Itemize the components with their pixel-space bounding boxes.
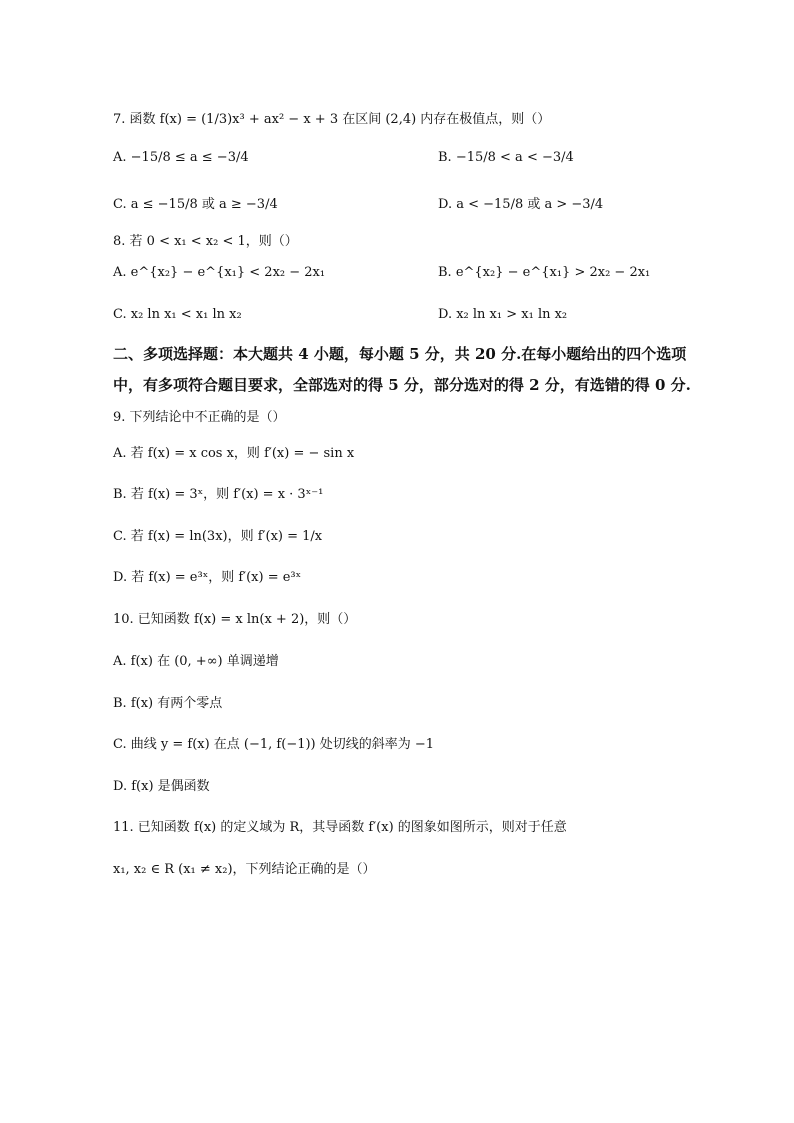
- section2-heading-line1: 二、多项选择题：本大题共 4 小题，每小题 5 分，共 20 分.在每小题给出的四个选项: [113, 345, 687, 363]
- q7-stem: 7. 函数 f(x) = (1/3)x³ + ax² − x + 3 在区间 (2,4) 内存在极值点，则（）: [113, 112, 551, 127]
- q9-option-d: D. 若 f(x) = e³ˣ，则 f′(x) = e³ˣ: [113, 570, 302, 585]
- q7-option-d: D. a < −15/8 或 a > −3/4: [438, 197, 604, 212]
- q11-stem: 11. 已知函数 f(x) 的定义域为 R，其导函数 f′(x) 的图象如图所示，则对于任意: [113, 820, 567, 835]
- q8-option-a: A. e^{x₂} − e^{x₁} < 2x₂ − 2x₁: [113, 265, 326, 280]
- q7-option-b: B. −15/8 < a < −3/4: [438, 150, 574, 165]
- q7-option-a: A. −15/8 ≤ a ≤ −3/4: [113, 150, 249, 165]
- q9-option-a: A. 若 f(x) = x cos x，则 f′(x) = − sin x: [113, 446, 355, 461]
- q10-option-c: C. 曲线 y = f(x) 在点 (−1, f(−1)) 处切线的斜率为 −1: [113, 737, 435, 752]
- q7-option-c: C. a ≤ −15/8 或 a ≥ −3/4: [113, 197, 278, 212]
- q10-stem: 10. 已知函数 f(x) = x ln(x + 2)，则（）: [113, 612, 357, 627]
- q8-option-c: C. x₂ ln x₁ < x₁ ln x₂: [113, 307, 242, 322]
- q8-stem: 8. 若 0 < x₁ < x₂ < 1，则（）: [113, 234, 298, 249]
- q8-option-b: B. e^{x₂} − e^{x₁} > 2x₂ − 2x₁: [438, 265, 651, 280]
- q10-option-b: B. f(x) 有两个零点: [113, 696, 223, 711]
- q10-option-d: D. f(x) 是偶函数: [113, 779, 210, 794]
- q9-option-b: B. 若 f(x) = 3ˣ，则 f′(x) = x · 3ˣ⁻¹: [113, 487, 324, 502]
- q11-stem-line2: x₁, x₂ ∈ R (x₁ ≠ x₂)，下列结论正确的是（）: [113, 862, 376, 877]
- q10-option-a: A. f(x) 在 (0, +∞) 单调递增: [113, 654, 279, 669]
- q9-option-c: C. 若 f(x) = ln(3x)，则 f′(x) = 1/x: [113, 529, 323, 544]
- section2-heading-line2: 中，有多项符合题目要求，全部选对的得 5 分，部分选对的得 2 分，有选错的得 0 分.: [113, 376, 691, 394]
- q8-option-d: D. x₂ ln x₁ > x₁ ln x₂: [438, 307, 568, 322]
- q9-stem: 9. 下列结论中不正确的是（）: [113, 410, 286, 425]
